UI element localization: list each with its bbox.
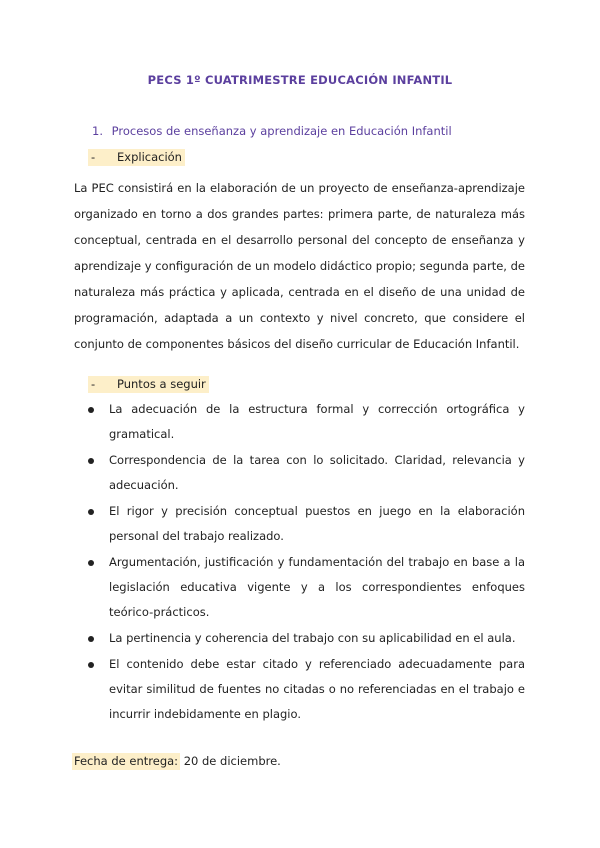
list-item-text: El contenido debe estar citado y referenciado adecuadamente para evitar similitud de fuentes no citadas o no referenciadas en el trabajo e incurrir indebidamente en plagio. [109, 657, 525, 721]
explanation-dash: - [91, 150, 96, 164]
deadline-label: Fecha de entrega: [74, 754, 179, 768]
points-dash: - [91, 377, 96, 391]
list-item-text: La pertinencia y coherencia del trabajo con su aplicabilidad en el aula. [109, 631, 516, 645]
list-item [74, 652, 525, 727]
list-item-text: El rigor y precisión conceptual puestos en juego en la elaboración personal del trabajo realizado. [109, 504, 525, 543]
bullet-icon [88, 458, 94, 464]
explanation-label: Explicación [117, 150, 182, 164]
list-item [74, 499, 525, 549]
list-item-text: La adecuación de la estructura formal y corrección ortográfica y gramatical. [109, 402, 525, 441]
explanation-heading [88, 150, 185, 164]
explanation-paragraph: La PEC consistirá en la elaboración de un proyecto de enseñanza-aprendizaje organizado en torno a dos grandes partes: primera parte, de naturaleza más conceptual, centrada en el desarrollo personal del concepto de enseñanza y aprendizaje y configuración de un modelo didáctico propio; segunda parte, de naturaleza más práctica y aplicada, centrada en el diseño de una unidad de programación, adaptada a un contexto y nivel concreto, que considere el conjunto de componentes básicos del diseño curricular de Educación Infantil. [74, 181, 525, 351]
deadline [72, 754, 281, 768]
bullet-icon [88, 560, 94, 566]
section-number: 1. [92, 124, 103, 138]
document-title: PECS 1º CUATRIMESTRE EDUCACIÓN INFANTIL [147, 73, 453, 87]
list-item [74, 397, 525, 447]
deadline-value: 20 de diciembre. [183, 754, 281, 768]
list-item-text: Correspondencia de la tarea con lo solicitado. Claridad, relevancia y adecuación. [109, 453, 525, 492]
list-item [74, 550, 525, 625]
points-label: Puntos a seguir [117, 377, 206, 391]
section-heading-text: Procesos de enseñanza y aprendizaje en Educación Infantil [111, 124, 452, 138]
bullet-icon [88, 662, 94, 668]
bullet-icon [88, 509, 94, 515]
points-heading [88, 377, 209, 391]
section-heading [92, 124, 452, 138]
list-item-text: Argumentación, justificación y fundamentación del trabajo en base a la legislación educativa vigente y a los correspondientes enfoques teórico-prácticos. [109, 555, 525, 619]
bullet-icon [88, 636, 94, 642]
points-list [74, 397, 525, 728]
bullet-icon [88, 407, 94, 413]
list-item [74, 626, 525, 651]
list-item [74, 448, 525, 498]
